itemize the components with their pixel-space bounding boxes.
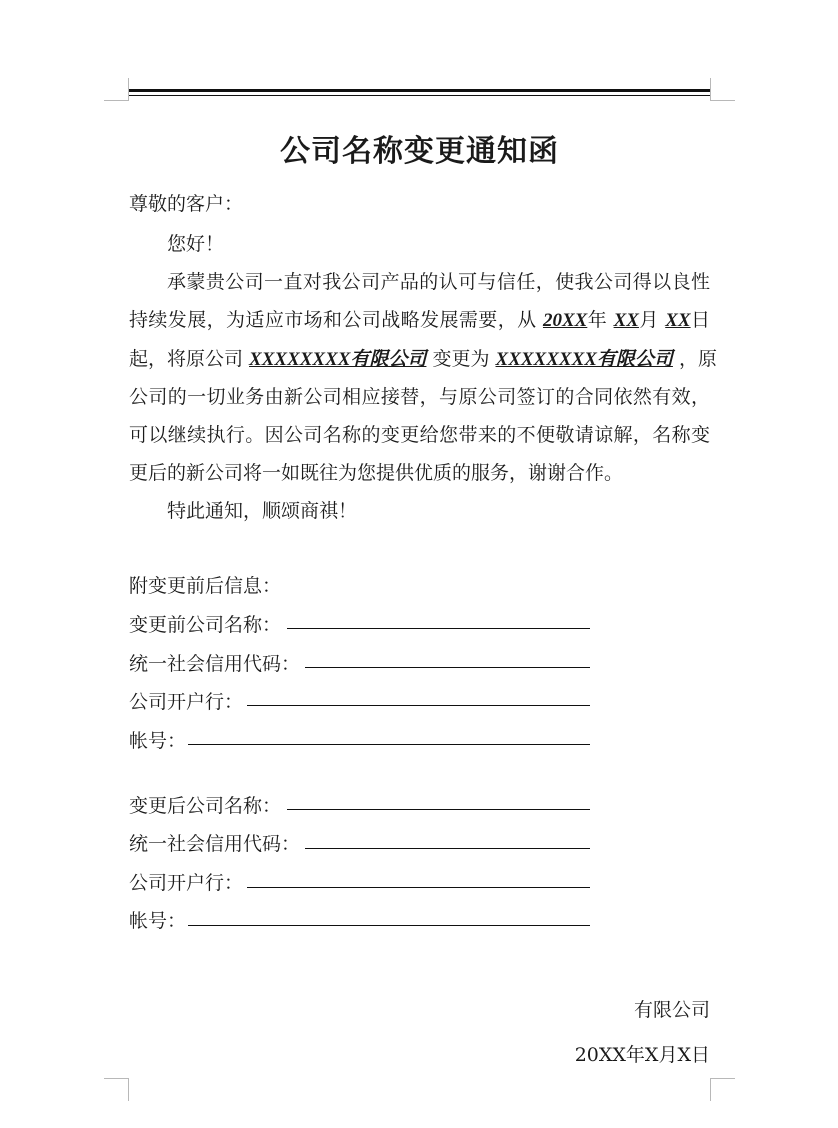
before-bank-label: 公司开户行： bbox=[129, 691, 244, 713]
signature-company: 有限公司 bbox=[633, 999, 710, 1021]
after-account-label: 帐号： bbox=[129, 910, 187, 932]
effective-year-field[interactable]: 20XX bbox=[542, 310, 588, 331]
crop-mark-bottom-left bbox=[104, 1078, 129, 1101]
year-suffix: 年 bbox=[587, 309, 614, 331]
before-credit-code-label: 统一社会信用代码： bbox=[129, 653, 301, 675]
before-credit-code-blank[interactable] bbox=[305, 667, 590, 668]
before-company-name-label: 变更前公司名称： bbox=[129, 614, 282, 636]
after-credit-code-label: 统一社会信用代码： bbox=[129, 833, 301, 855]
body-line-6: 更后的新公司将一如既往为您提供优质的服务，谢谢合作。 bbox=[129, 462, 624, 484]
after-company-name-blank[interactable] bbox=[287, 809, 590, 810]
header-rule-thin bbox=[129, 95, 710, 96]
crop-mark-top-right bbox=[710, 78, 735, 101]
body-line-3-end: ，原 bbox=[672, 348, 717, 370]
new-company-name-field[interactable]: XXXXXXXX有限公司 bbox=[495, 349, 673, 370]
old-company-name-field[interactable]: XXXXXXXX有限公司 bbox=[249, 349, 427, 370]
body-line-5: 可以继续执行。因公司名称的变更给您带来的不便敬请谅解，名称变 bbox=[129, 424, 710, 446]
effective-day-field[interactable]: XX bbox=[665, 310, 691, 331]
after-credit-code-blank[interactable] bbox=[305, 848, 590, 849]
body-line-3 bbox=[129, 344, 717, 371]
greeting: 您好！ bbox=[167, 233, 225, 255]
body-line-1: 承蒙贵公司一直对我公司产品的认可与信任，使我公司得以良性 bbox=[167, 271, 710, 293]
crop-mark-top-left bbox=[104, 78, 129, 101]
salutation: 尊敬的客户： bbox=[129, 193, 244, 215]
body-line-2 bbox=[129, 305, 710, 332]
before-company-name-blank[interactable] bbox=[287, 628, 590, 629]
after-bank-label: 公司开户行： bbox=[129, 872, 244, 894]
document-title: 公司名称变更通知函 bbox=[280, 134, 559, 169]
crop-mark-bottom-right bbox=[710, 1078, 735, 1101]
before-account-blank[interactable] bbox=[188, 744, 590, 745]
day-suffix: 日 bbox=[690, 309, 710, 331]
signature-date: 20XX年X月X日 bbox=[574, 1044, 710, 1066]
after-bank-blank[interactable] bbox=[247, 887, 590, 888]
after-account-blank[interactable] bbox=[188, 925, 590, 926]
header-rule-thick bbox=[129, 89, 710, 92]
body-line-3-mid: 变更为 bbox=[426, 348, 496, 370]
body-line-4: 公司的一切业务由新公司相应接替，与原公司签订的合同依然有效， bbox=[129, 386, 710, 408]
effective-month-field[interactable]: XX bbox=[613, 310, 639, 331]
before-account-label: 帐号： bbox=[129, 730, 187, 752]
body-line-3-text: 起，将原公司 bbox=[129, 348, 250, 370]
month-suffix: 月 bbox=[638, 309, 666, 331]
after-company-name-label: 变更后公司名称： bbox=[129, 795, 282, 817]
attachment-heading: 附变更前后信息： bbox=[129, 575, 282, 597]
body-line-2-text: 持续发展，为适应市场和公司战略发展需要，从 bbox=[129, 309, 543, 331]
closing-line: 特此通知，顺颂商祺！ bbox=[167, 500, 358, 522]
before-bank-blank[interactable] bbox=[247, 705, 590, 706]
